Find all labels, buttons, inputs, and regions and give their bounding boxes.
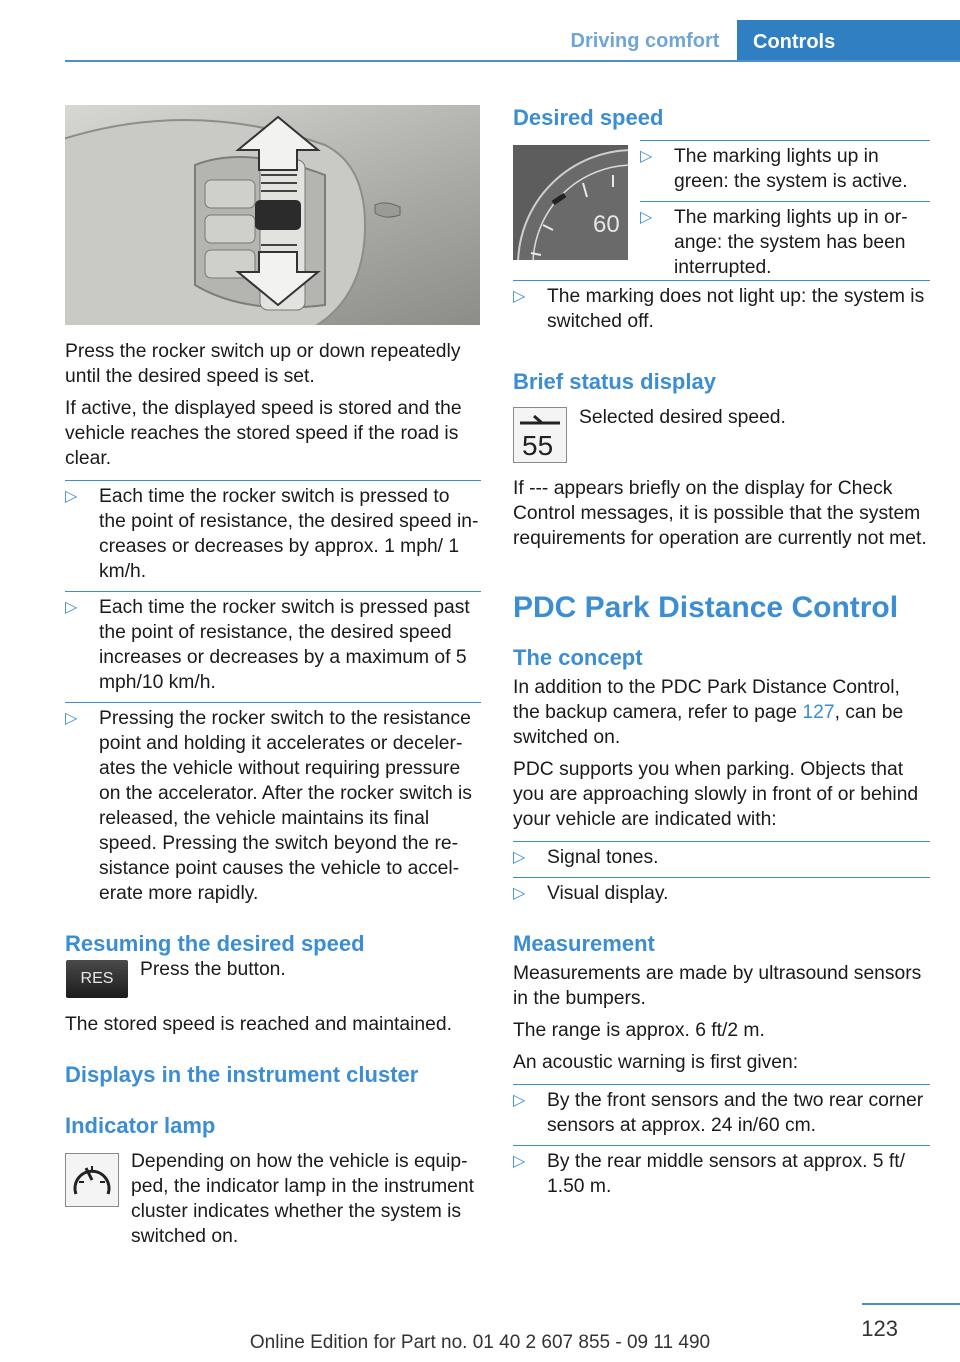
range-text: The range is approx. 6 ft/2 m. [513, 1020, 765, 1041]
concept-text-b: , can be switched on. [513, 702, 904, 748]
heading-measurement: Measurement [513, 931, 655, 956]
heading-displays: Displays in the instrument cluster [65, 1062, 419, 1087]
left-column [65, 339, 481, 957]
steering-wheel-illustration [65, 105, 480, 325]
list-item-text: Visual display. [547, 883, 669, 904]
triangle-bullet-icon [513, 1149, 525, 1174]
divider [513, 841, 930, 842]
heading-concept: The concept [513, 645, 643, 670]
triangle-bullet-icon [513, 1088, 525, 1113]
list-item-text: Each time the rocker switch is pressed past the point of resistance, the desired speed increases or decreases by a maximum of 5 mph/10 km/h. [99, 597, 470, 693]
divider [640, 201, 930, 202]
warning-text: An acoustic warning is first given: [513, 1052, 799, 1073]
divider [513, 280, 930, 281]
measurement-text: Measurements are made by ultrasound sensors in the bumpers. [513, 963, 922, 1009]
brief-text: Selected desired speed. [579, 407, 786, 428]
divider [65, 480, 481, 481]
triangle-bullet-icon [513, 845, 525, 870]
header-rule [65, 60, 960, 62]
check-control-text: If --- appears briefly on the display for Check Control messages, it is possible that the system requirements for operation are currently not met. [513, 478, 927, 549]
list-item [640, 144, 930, 194]
indicator-text-body: Depending on how the vehicle is equipped, the indicator lamp in the instrument cluster indicates whether the system is switched on. [131, 1151, 474, 1247]
heading-desired-speed: Desired speed [513, 105, 664, 130]
resume-text: Press the button. [140, 959, 286, 980]
divider [65, 591, 481, 592]
paragraph-press-rocker: Press the rocker switch up or down repeatedly until the desired speed is set. [65, 341, 461, 387]
list-item [513, 1088, 930, 1138]
res-button-icon: RES [66, 960, 128, 998]
speed-55-number: 55 [522, 430, 554, 461]
list-item [65, 706, 481, 906]
cruise-indicator-icon [65, 1153, 119, 1207]
page-number: 123 [861, 1316, 898, 1341]
indicator-text [131, 1149, 481, 1249]
list-item [513, 845, 930, 870]
paragraph-if-active: If active, the displayed speed is stored and the vehicle reaches the stored speed if the road is clear. [65, 398, 462, 469]
supports-text: PDC supports you when parking. Objects that you are approaching slowly in front of or behind your vehicle are indicated with: [513, 759, 919, 830]
triangle-bullet-icon [513, 881, 525, 906]
list-item-text: The marking lights up in green: the system is active. [674, 146, 908, 192]
list-item-text: The marking lights up in orange: the system has been interrupted. [674, 207, 908, 278]
list-item [513, 881, 930, 906]
footer-rule [862, 1303, 960, 1305]
list-item-text: The marking does not light up: the system is switched off. [547, 286, 925, 332]
stored-text: The stored speed is reached and maintained. [65, 1014, 452, 1035]
divider [513, 1145, 930, 1146]
list-item [513, 284, 930, 334]
divider [513, 1084, 930, 1085]
list-item-text: Signal tones. [547, 847, 659, 868]
list-item-text: Pressing the rocker switch to the resistance point and holding it accelerates or decelerates the vehicle without requiring pressure on the accelerator. After the rocker switch is released, the vehicle maintains its final speed. Pressing the switch beyond the resistance point causes the vehicle to accelerate more rapidly. [99, 708, 472, 904]
concept-text-a: In addition to the PDC Park Distance Control, the backup camera, refer to page [513, 677, 900, 723]
list-item-text: By the front sensors and the two rear corner sensors at approx. 24 in/60 cm. [547, 1090, 924, 1136]
list-item [65, 484, 481, 584]
list-item-text: Each time the rocker switch is pressed to the point of resistance, the desired speed increases or decreases by approx. 1 mph/ 1 km/h. [99, 486, 479, 582]
triangle-bullet-icon [65, 706, 77, 731]
list-item [640, 205, 930, 280]
footer-edition: Online Edition for Part no. 01 40 2 607 855 - 09 11 490 [249, 1332, 711, 1353]
list-item [513, 1149, 930, 1199]
triangle-bullet-icon [513, 284, 525, 309]
triangle-bullet-icon [65, 484, 77, 509]
header-tab: Controls [737, 20, 960, 62]
gauge-number: 60 [593, 211, 620, 238]
heading-resuming: Resuming the desired speed [65, 931, 365, 956]
right-column [513, 280, 930, 395]
page-link-127[interactable]: 127 [802, 702, 835, 723]
list-item [65, 595, 481, 695]
steering-wheel-image [65, 105, 480, 325]
heading-indicator-lamp: Indicator lamp [65, 1113, 216, 1138]
heading-pdc: PDC Park Distance Control [513, 591, 899, 624]
triangle-bullet-icon [640, 205, 652, 230]
speed-55-icon [513, 407, 567, 463]
header-section: Driving comfort [570, 30, 720, 52]
triangle-bullet-icon [640, 144, 652, 169]
heading-brief-status: Brief status display [513, 369, 716, 394]
divider [65, 702, 481, 703]
list-item-text: By the rear middle sensors at approx. 5 ft/ 1.50 m. [547, 1151, 905, 1197]
right-column-lower [513, 476, 930, 1199]
divider [640, 140, 930, 141]
concept-paragraph [513, 675, 930, 750]
divider [513, 877, 930, 878]
triangle-bullet-icon [65, 595, 77, 620]
gauge-bullets [640, 140, 930, 280]
speedometer-image [513, 145, 628, 260]
